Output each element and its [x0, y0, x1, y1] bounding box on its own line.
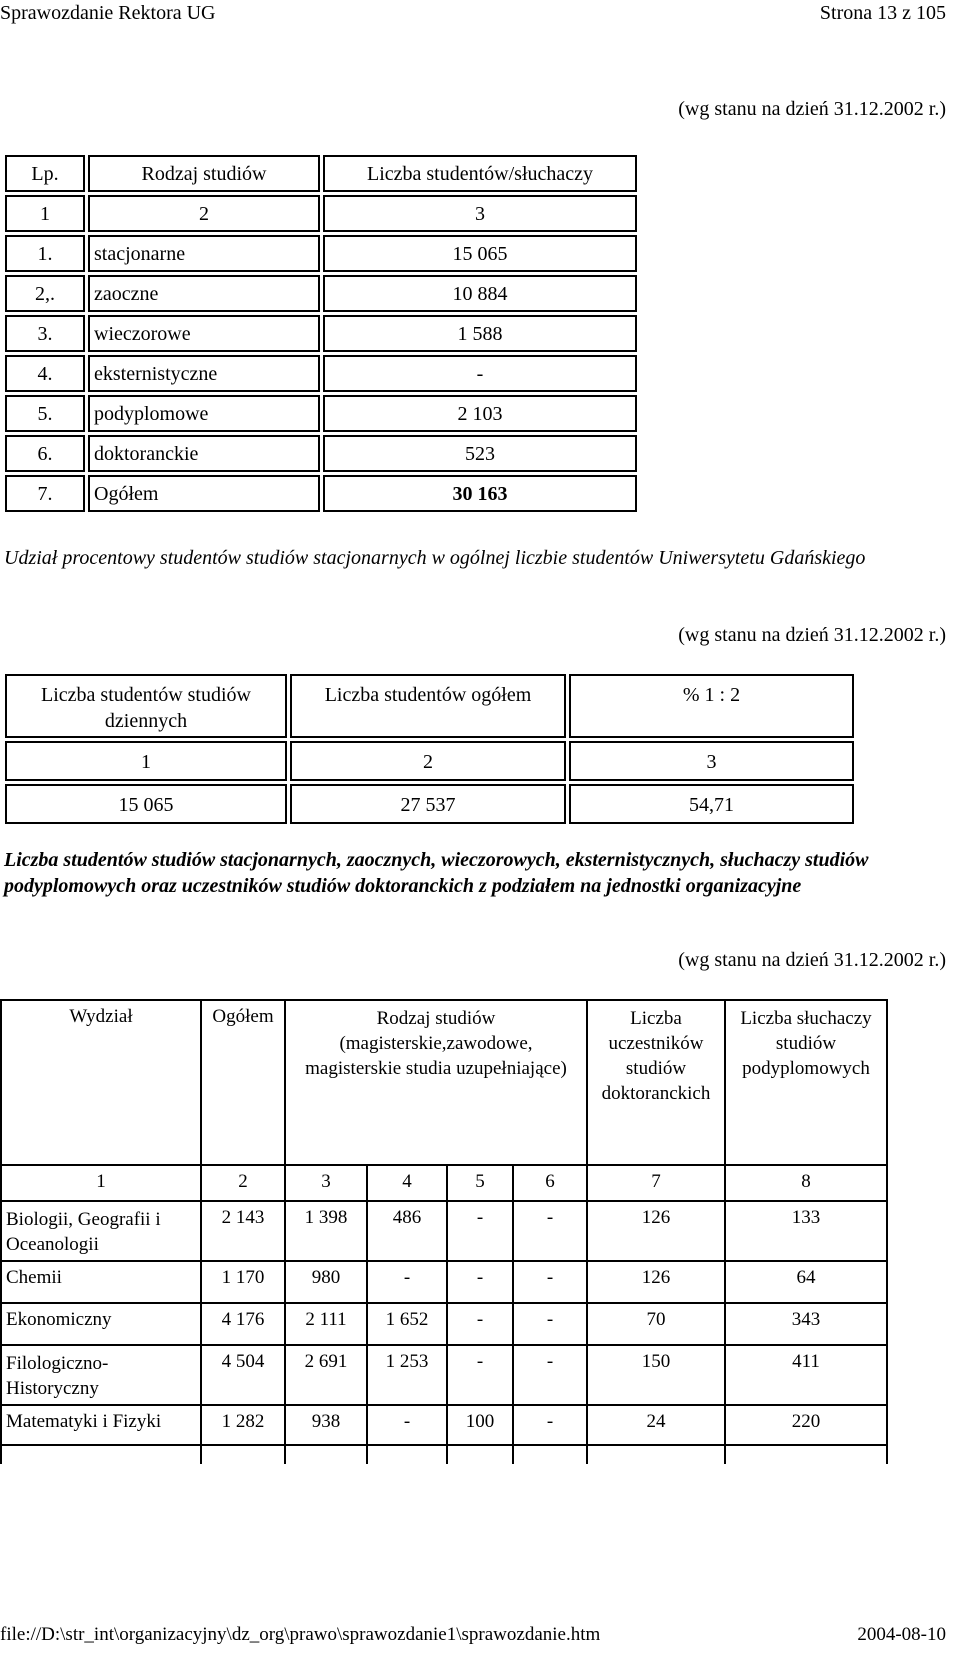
section-caption: Liczba studentów studiów stacjonarnych, zaocznych, wieczorowych, eksternistycznych, słuchaczy studiów podyplomowych oraz uczestników studiów doktoranckich z podziałem na jednostki organizacyjne [4, 849, 869, 897]
date-note: (wg stanu na dzień 31.12.2002 r.) [678, 949, 946, 971]
column-number: 2 [238, 1171, 248, 1192]
students-by-study-type-table [2, 152, 640, 515]
student-count: 15 065 [323, 235, 637, 272]
student-count: 2 103 [323, 395, 637, 432]
column-number: 1 [5, 195, 85, 232]
column-number: 4 [402, 1171, 412, 1192]
row-number: 1. [5, 235, 85, 272]
column-number-row [5, 195, 637, 232]
section-caption: Udział procentowy studentów studiów stacjonarnych w ogólnej liczbie studentów Uniwersytetu Gdańskiego [4, 547, 866, 569]
table-cell: - [546, 1411, 554, 1432]
column-number: 7 [651, 1171, 661, 1192]
table-rule [0, 1302, 888, 1304]
row-number: 5. [5, 395, 85, 432]
header-cell: Rodzaj studiów [88, 155, 320, 192]
table-cell: - [546, 1207, 554, 1228]
table-cell: - [403, 1411, 411, 1432]
table-cell: - [476, 1267, 484, 1288]
table-cell: 150 [641, 1351, 671, 1372]
faculty-name: Biologii, Geografii i Oceanologii [6, 1209, 161, 1255]
row-number: 6. [5, 435, 85, 472]
study-type-header: Rodzaj studiów (magisterskie,zawodowe, magisterskie studia uzupełniające) [305, 1008, 567, 1079]
table-rule [200, 999, 202, 1464]
header-cell: Liczba studentów/słuchaczy [323, 155, 637, 192]
study-type: podyplomowe [88, 395, 320, 432]
table-rule [0, 999, 888, 1001]
day-students-percentage-table [2, 671, 857, 827]
table-cell: 1 253 [385, 1351, 429, 1372]
table-cell: 2 111 [305, 1309, 347, 1330]
file-path: file://D:\str_int\organizacyjny\dz_org\prawo\sprawozdanie1\sprawozdanie.htm [0, 1624, 601, 1645]
table-cell: 126 [641, 1267, 671, 1288]
header-cell: Liczba studentów studiów dziennych [5, 674, 287, 738]
table-row [5, 435, 637, 472]
postgraduate-header: Liczba słuchaczy studiów podyplomowych [740, 1008, 872, 1079]
column-number: 2 [290, 741, 566, 781]
column-number: 3 [323, 195, 637, 232]
table-cell: - [476, 1207, 484, 1228]
table-cell: 2 143 [221, 1207, 265, 1228]
study-type: zaoczne [88, 275, 320, 312]
date-note: (wg stanu na dzień 31.12.2002 r.) [678, 98, 946, 120]
row-number: 2,. [5, 275, 85, 312]
table-rule [284, 999, 286, 1464]
student-count: 10 884 [323, 275, 637, 312]
page-header-title: Sprawozdanie Rektora UG [0, 2, 216, 24]
table-row [5, 784, 854, 824]
header-cell: Liczba studentów ogółem [290, 674, 566, 738]
column-number: 1 [96, 1171, 106, 1192]
total-students-count: 27 537 [290, 784, 566, 824]
column-number: 1 [5, 741, 287, 781]
total-header: Ogółem [212, 1006, 274, 1027]
faculty-name: Matematyki i Fizyki [6, 1411, 162, 1432]
column-number: 3 [321, 1171, 331, 1192]
row-number: 4. [5, 355, 85, 392]
table-cell: 24 [646, 1411, 666, 1432]
table-row [5, 355, 637, 392]
table-cell: 1 170 [221, 1267, 265, 1288]
total-row [5, 475, 637, 512]
column-number-row [5, 741, 854, 781]
table-cell: 343 [791, 1309, 821, 1330]
table-rule [0, 1344, 888, 1346]
row-number: 7. [5, 475, 85, 512]
student-count: 523 [323, 435, 637, 472]
table-cell: 126 [641, 1207, 671, 1228]
faculty-name: Filologiczno-Historyczny [6, 1353, 109, 1399]
table-cell: - [403, 1267, 411, 1288]
percentage-value: 54,71 [569, 784, 854, 824]
doctoral-header: Liczba uczestników studiów doktoranckich [601, 1008, 711, 1104]
table-cell: - [546, 1351, 554, 1372]
student-count: - [323, 355, 637, 392]
table-row [5, 275, 637, 312]
table-cell: 133 [791, 1207, 821, 1228]
study-type: stacjonarne [88, 235, 320, 272]
table-cell: 4 176 [221, 1309, 265, 1330]
table-cell: 1 398 [304, 1207, 348, 1228]
header-cell: Lp. [5, 155, 85, 192]
row-number: 3. [5, 315, 85, 352]
table-rule [0, 1260, 888, 1262]
date-note: (wg stanu na dzień 31.12.2002 r.) [678, 624, 946, 646]
table-cell: 486 [392, 1207, 422, 1228]
column-number: 5 [475, 1171, 485, 1192]
table-cell: 1 282 [221, 1411, 265, 1432]
table-rule [0, 1164, 888, 1166]
study-type: wieczorowe [88, 315, 320, 352]
column-number: 6 [545, 1171, 555, 1192]
table-cell: 938 [311, 1411, 341, 1432]
study-type: doktoranckie [88, 435, 320, 472]
table-header-row [5, 674, 854, 738]
table-rule [0, 1404, 888, 1406]
table-row [5, 235, 637, 272]
table-cell: - [546, 1309, 554, 1330]
table-cell: 411 [792, 1351, 820, 1372]
table-cell: 980 [311, 1267, 341, 1288]
total-label: Ogółem [88, 475, 320, 512]
table-rule [886, 999, 888, 1464]
table-row [5, 315, 637, 352]
table-rule [0, 999, 2, 1464]
total-count: 30 163 [323, 475, 637, 512]
faculty-header: Wydział [69, 1006, 133, 1027]
table-rule [0, 1444, 888, 1446]
table-cell: 70 [646, 1309, 666, 1330]
table-cell: 2 691 [304, 1351, 348, 1372]
table-cell: 220 [791, 1411, 821, 1432]
column-number: 8 [801, 1171, 811, 1192]
student-count: 1 588 [323, 315, 637, 352]
table-cell: - [476, 1309, 484, 1330]
column-number: 2 [88, 195, 320, 232]
table-cell: 1 652 [385, 1309, 429, 1330]
table-cell: 100 [465, 1411, 495, 1432]
header-cell: % 1 : 2 [569, 674, 854, 738]
table-row [5, 395, 637, 432]
table-cell: 4 504 [221, 1351, 265, 1372]
table-cell: - [476, 1351, 484, 1372]
day-students-count: 15 065 [5, 784, 287, 824]
faculty-name: Ekonomiczny [6, 1309, 112, 1330]
print-date: 2004-08-10 [857, 1624, 946, 1645]
table-header-row [5, 155, 637, 192]
page-number: Strona 13 z 105 [819, 2, 946, 24]
table-cell: - [546, 1267, 554, 1288]
table-rule [0, 1200, 888, 1202]
study-type: eksternistyczne [88, 355, 320, 392]
faculty-name: Chemii [6, 1267, 62, 1288]
column-number: 3 [569, 741, 854, 781]
table-cell: 64 [796, 1267, 816, 1288]
